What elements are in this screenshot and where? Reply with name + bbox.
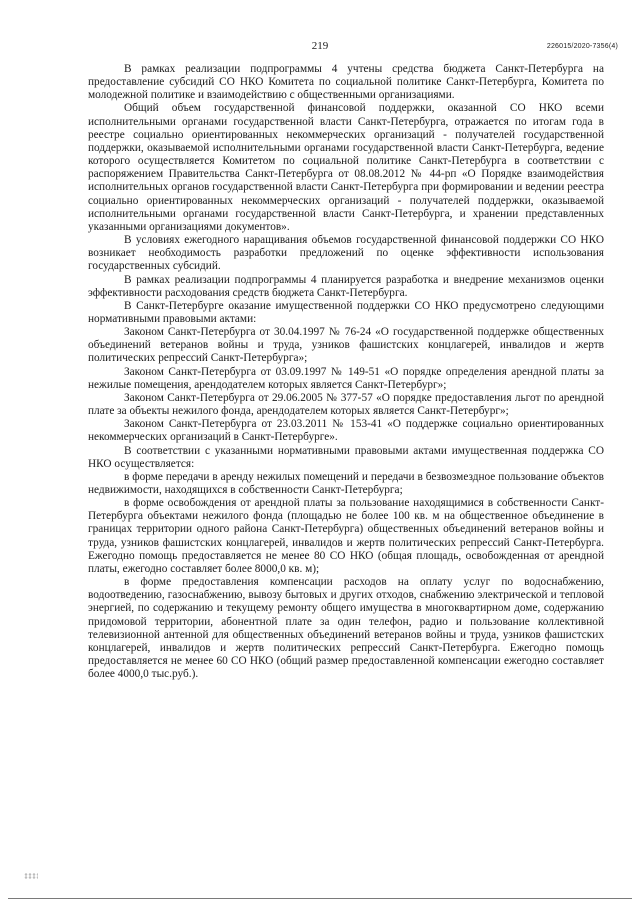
document-body xyxy=(88,63,604,681)
paragraph: Законом Санкт-Петербурга от 23.03.2011 № 153-41 «О поддержке социально ориентированных некоммерческих организаций в Санкт-Петербурге». xyxy=(88,418,604,444)
scan-artifact xyxy=(24,873,38,879)
paragraph: В соответствии с указанными нормативными правовыми актами имущественная поддержка СО НКО осуществляется: xyxy=(88,444,604,470)
paragraph: В Санкт-Петербурге оказание имущественной поддержки СО НКО предусмотрено следующими нормативными правовыми актами: xyxy=(88,299,604,325)
paragraph: в форме передачи в аренду нежилых помещений и передачи в безвозмездное пользование объектов недвижимости, находящихся в собственности Санкт-Петербурга; xyxy=(88,470,604,496)
paragraph: Законом Санкт-Петербурга от 30.04.1997 № 76-24 «О государственной поддержке общественных объединений ветеранов войны и труда, узников фашистских концлагерей, инвалидов и жертв политических репрессий Санкт-Петербурга»; xyxy=(88,326,604,365)
paragraph: В рамках реализации подпрограммы 4 планируется разработка и внедрение механизмов оценки эффективности расходования средств бюджета Санкт-Петербурга. xyxy=(88,273,604,299)
paragraph: Общий объем государственной финансовой поддержки, оказанной СО НКО всеми исполнительными органами государственной власти Санкт-Петербурга, отражается по итогам года в реестре социально ориентированных некоммерческих организаций - получателей государственной поддержки, оказываемой исполнительными органами государственной власти Санкт-Петербурга, ведение которого осуществляется Комитетом по социальной политике Санкт-Петербурга в соответствии с распоряжением Правительства Санкт-Петербурга от 08.08.2012 № 44-рп «О Порядке взаимодействия исполнительных органов государственной власти Санкт-Петербурга при формировании и ведении реестра социально ориентированных некоммерческих организаций - получателей поддержки, оказываемой исполнительными органами государственной власти Санкт-Петербурга, и хранении представленных указанными организациями документов». xyxy=(88,102,604,233)
paragraph: Законом Санкт-Петербурга от 29.06.2005 № 377-57 «О порядке предоставления льгот по арендной плате за объекты нежилого фонда, арендодателем которых является Санкт-Петербург»; xyxy=(88,391,604,418)
bottom-edge-line xyxy=(8,898,632,899)
document-id: 226015/2020-7356(4) xyxy=(546,43,618,50)
paragraph: в форме освобождения от арендной платы за пользование находящимися в собственности Санкт-Петербурга объектами нежилого фонда (площадью не более 100 кв. м на общественное объединение в границах территории одного района Санкт-Петербурга) общественных объединений ветеранов войны и труда, узников фашистских концлагерей, инвалидов и жертв политических репрессий Санкт-Петербурга. Ежегодно помощь предоставляется не менее 80 СО НКО (общая площадь, освобожденная от арендной платы, ежегодно составляет более 8000,0 кв. м); xyxy=(88,497,604,575)
paragraph: Законом Санкт-Петербурга от 03.09.1997 № 149-51 «О порядке определения арендной платы за нежилые помещения, арендодателем которых является Санкт-Петербург»; xyxy=(88,365,604,391)
paragraph: В условиях ежегодного наращивания объемов государственной финансовой поддержки СО НКО возникает необходимость разработки предложений по оценке эффективности использования государственных субсидий. xyxy=(88,234,604,273)
page-number: 219 xyxy=(311,40,329,52)
paragraph: В рамках реализации подпрограммы 4 учтены средства бюджета Санкт-Петербурга на предоставление субсидий СО НКО Комитета по социальной политике Санкт-Петербурга, Комитета по молодежной политике и взаимодействию с общественными организациями. xyxy=(88,63,604,102)
paragraph: в форме предоставления компенсации расходов на оплату услуг по водоснабжению, водоотведению, газоснабжению, вывозу бытовых и других отходов, снабжению электрической и тепловой энергией, по содержанию и текущему ремонту общего имущества в многоквартирном доме, содержанию придомовой территории, абонентной плате за один телефон, радио и пользование коллективной телевизионной антенной для общественных объединений ветеранов войны и труда, узников фашистских концлагерей, инвалидов и жертв политических репрессий Санкт-Петербурга. Ежегодно помощь предоставляется не менее 60 СО НКО (общий размер предоставленной компенсации ежегодно составляет более 4000,0 тыс.руб.). xyxy=(88,576,604,681)
